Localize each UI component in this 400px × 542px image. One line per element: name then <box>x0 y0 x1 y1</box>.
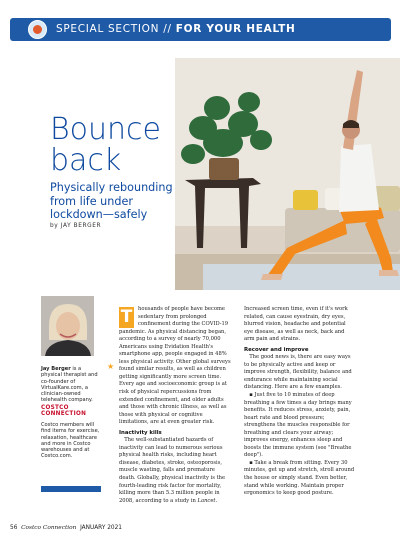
health-badge-icon <box>28 20 47 39</box>
article-title: Bounce back <box>50 112 161 178</box>
paragraph-break-sitting-text: Take a break from sitting. Every 30 minutes, get up and stretch, stroll around the house or simply stand. Even better, stand while working. Maintain proper ergonomics to keep good posture. <box>244 459 355 497</box>
paragraph-breathing <box>244 392 356 460</box>
heading-recover-improve: Recover and improve <box>244 346 309 353</box>
yoga-illustration <box>175 58 400 290</box>
section-name: FOR YOUR HEALTH <box>175 23 296 35</box>
paragraph-good-news <box>244 354 356 392</box>
author-bio-text: is a physical therapist and co-founder of VirtualKare.com, a clinician-owned telehealth company. <box>41 366 98 404</box>
paragraph-inactivity-text: The well-substantiated hazards of inactivity can lead to numerous serious physical health risks, including heart disease, diabetes, stroke, osteoporosis, muscle wasting, falls and premature death. Globally, physical inactivity is the fourth-leading risk factor for mortality, killing more than 5.3 million people in 2008, according to a study in <box>119 437 226 504</box>
costco-connection-heading: COSTCO CONNECTION <box>41 405 87 418</box>
paragraph-break-sitting <box>244 460 356 498</box>
paragraph-screen-time: Increased screen time, even if it's work related, can cause eyestrain, dry eyes, blurred vision, headache and potential eye disease, as well as neck, back and arm pain and strains. <box>244 306 348 343</box>
paragraph-intro-text: housands of people have become sedentary from prolonged confinement during the COVID-19 pandemic. As physical distancing began, according to a survey of nearly 70,000 Americans using Evidation Health's smartphone app, people engaged in 48% less physical activity. Other global surveys found similar results, as well as children getting significantly more screen time. Every age and socioeconomic group is at risk of physical repercussions from extended confinement, and older adults and those with chronic illness, as well as those with physical or cognitive limitations, are at even greater risk. <box>119 306 231 426</box>
section-label: SPECIAL SECTION // <box>56 23 176 35</box>
section-header-bar <box>10 18 391 41</box>
author-bio <box>41 366 101 404</box>
drop-cap: T <box>120 307 133 327</box>
magazine-name: Costco Connection <box>21 525 77 531</box>
issue-date: JANUARY 2021 <box>80 525 122 531</box>
costco-connection-body: Costco members will find items for exercise, relaxation, healthcare and more in Costco warehouses and at Costco.com. <box>41 422 100 460</box>
hero-photo-yoga <box>175 58 400 290</box>
bullet-icon: ▪ <box>249 459 253 466</box>
article-byline: by JAY BERGER <box>50 223 102 229</box>
author-photo <box>41 296 94 356</box>
article-subtitle: Physically rebounding from life under lockdown—safely <box>50 181 173 221</box>
paragraph-intro <box>119 306 231 427</box>
paragraph-inactivity: The well-substantiated hazards of inactivity can lead to numerous serious physical health risks, including heart disease, diabetes, stroke, osteoporosis, muscle wasting, falls and premature death. Globally, physical inactivity is the fourth-leading risk factor for mortality, killing more than 5.3 million people in 2008, according to a study in Lancet. <box>119 437 226 504</box>
paragraph-breathing-text: Just five to 10 minutes of deep breathing a few times a day brings many benefits. It reduces stress, anxiety, pain, heart rate and blood pressure; strengthens the muscles responsible for breathing and clears your airway; improves energy, enhances sleep and boosts the immune system (see "Breathe deep"). <box>244 391 352 459</box>
journal-name: Lancet <box>197 497 216 504</box>
paragraph-good-news-text: The good news is, there are easy ways to be physically active and keep or improve strength, flexibility, balance and endurance while maintaining social distancing. Here are a few examples. <box>244 354 352 391</box>
star-icon: ★ <box>107 362 115 371</box>
article-column-2 <box>244 306 356 498</box>
page-number: 56 <box>10 525 18 531</box>
sidebar-divider-bar <box>41 486 101 492</box>
author-name: Jay Berger <box>41 366 71 372</box>
author-portrait-illustration <box>41 296 94 356</box>
bullet-icon: ▪ <box>249 391 253 398</box>
section-header-text <box>56 23 296 35</box>
page-footer <box>10 525 122 531</box>
heading-inactivity-kills: Inactivity kills <box>119 429 162 436</box>
article-column-1 <box>119 306 231 505</box>
